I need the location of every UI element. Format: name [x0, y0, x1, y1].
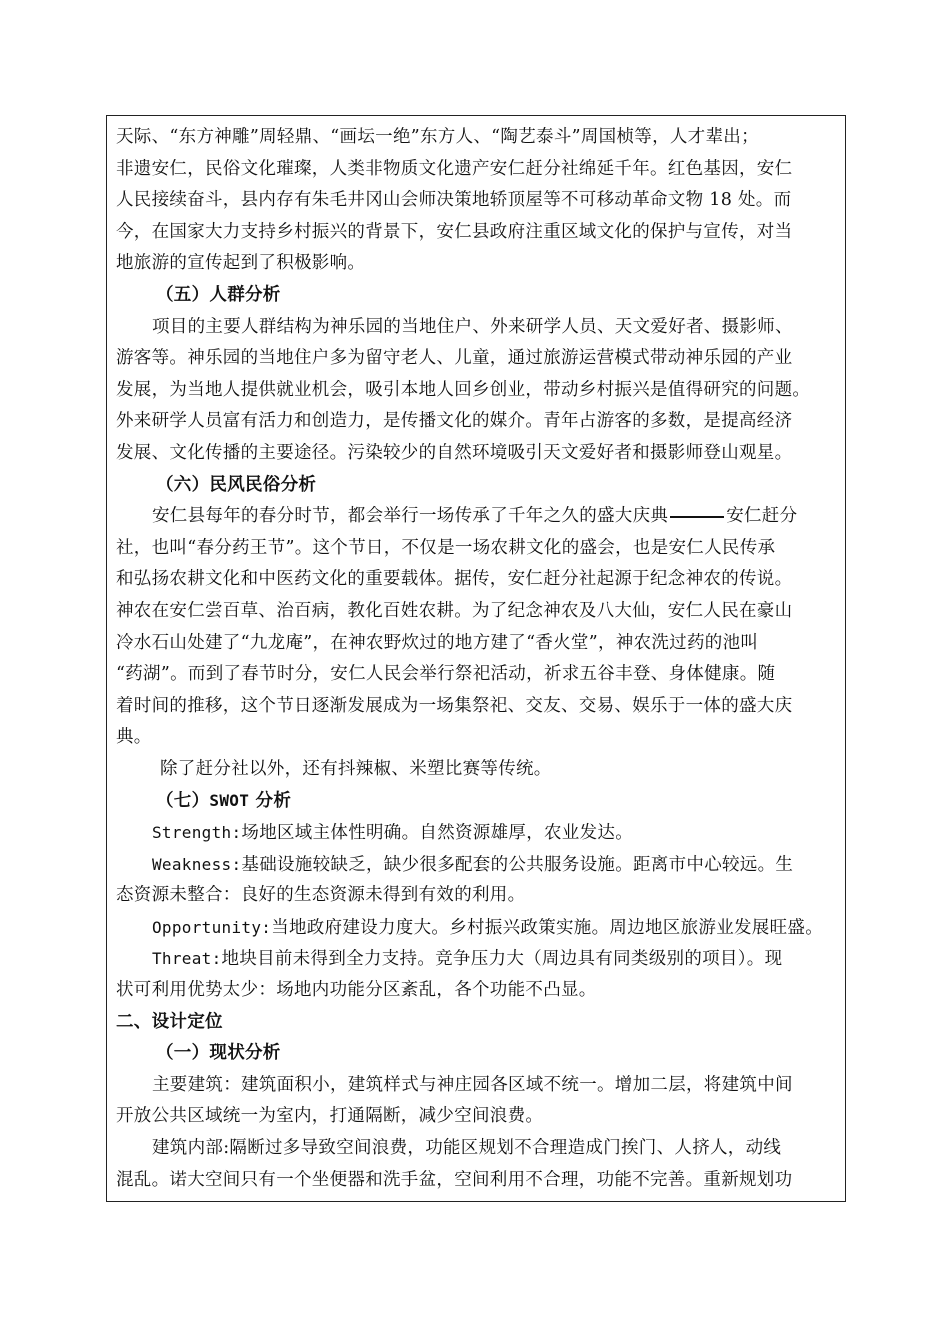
paragraph-line: 人民接续奋斗，县内存有朱毛井冈山会师决策地轿顶屋等不可移动革命文物 18 处。而	[116, 190, 792, 211]
paragraph-line: 典。	[116, 727, 152, 748]
paragraph-line: 非遗安仁，民俗文化璀璨，人类非物质文化遗产安仁赶分社绵延千年。红色基因，安仁	[116, 158, 793, 179]
paragraph-line: 态资源未整合：良好的生态资源未得到有效的利用。	[116, 885, 526, 906]
swot-label: Opportunity:	[152, 917, 272, 937]
swot-text: 场地区域主体性明确。自然资源雄厚，农业发达。	[241, 823, 634, 844]
heading-part: SWOT	[209, 791, 250, 811]
swot-weakness	[116, 849, 840, 881]
paragraph-line: 社，也叫“春分药王节”。这个节日，不仅是一场农耕文化的盛会，也是安仁人民传承	[116, 537, 776, 558]
swot-strength	[116, 817, 840, 849]
heading-part: 分析	[249, 791, 292, 812]
paragraph-line: 外来研学人员富有活力和创造力，是传播文化的媒介。青年占游客的多数，是提高经济	[116, 411, 793, 432]
paragraph-line	[116, 501, 840, 533]
paragraph-line: 发展、文化传播的主要途径。污染较少的自然环境吸引天文爱好者和摄影师登山观星。	[116, 442, 793, 463]
section-heading-current: （一）现状分析	[156, 1043, 281, 1064]
document-body	[116, 122, 840, 1196]
swot-text: 地块目前未得到全力支持。竞争压力大（周边具有同类级别的项目）。现	[221, 949, 783, 970]
section-heading-crowd: （五）人群分析	[156, 284, 281, 305]
chapter-heading-design: 二、设计定位	[116, 1011, 223, 1032]
text-span: 安仁县每年的春分时节，都会举行一场传承了千年之久的盛大庆典	[152, 506, 669, 527]
paragraph-line: 混乱。诺大空间只有一个坐便器和洗手盆，空间利用不合理，功能不完善。重新规划功	[116, 1169, 793, 1190]
swot-label: Strength:	[152, 823, 242, 843]
heading-part: （七）	[156, 791, 210, 812]
paragraph-line: 和弘扬农耕文化和中医药文化的重要载体。据传，安仁赶分社起源于纪念神农的传说。	[116, 569, 793, 590]
paragraph-line: 状可利用优势太少：场地内功能分区紊乱，各个功能不凸显。	[116, 980, 597, 1001]
swot-label: Threat:	[152, 949, 222, 969]
paragraph-line: 天际、“东方神雕”周轻鼎、“画坛一绝”东方人、“陶艺泰斗”周国桢等，人才辈出；	[116, 127, 759, 147]
text-span: 安仁赶分	[726, 506, 798, 527]
paragraph-line: 发展，为当地人提供就业机会，吸引本地人回乡创业，带动乡村振兴是值得研究的问题。	[116, 379, 811, 400]
paragraph-line: 着时间的推移，这个节日逐渐发展成为一场集祭祀、交友、交易、娱乐于一体的盛大庆	[116, 695, 793, 716]
paragraph-line: 主要建筑：建筑面积小，建筑样式与神庄园各区域不统一。增加二层，将建筑中间	[152, 1074, 793, 1095]
swot-opportunity	[116, 912, 840, 944]
paragraph-line: “药湖”。而到了春节时分，安仁人民会举行祭祀活动，祈求五谷丰登、身体健康。随	[116, 664, 776, 685]
swot-text: 当地政府建设力度大。乡村振兴政策实施。周边地区旅游业发展旺盛。	[271, 917, 824, 938]
paragraph-line: 建筑内部:隔断过多导致空间浪费，功能区规划不合理造成门挨门、人挤人，动线	[152, 1138, 782, 1158]
section-heading-swot	[116, 785, 840, 817]
swot-text: 基础设施较缺乏，缺少很多配套的公共服务设施。距离市中心较远。生	[241, 854, 794, 875]
paragraph-line: 除了赶分社以外，还有抖辣椒、米塑比赛等传统。	[160, 758, 552, 779]
paragraph-line: 神农在安仁尝百草、治百病，教化百姓农耕。为了纪念神农及八大仙，安仁人民在豪山	[116, 600, 793, 621]
paragraph-line: 项目的主要人群结构为神乐园的当地住户、外来研学人员、天文爱好者、摄影师、	[152, 316, 793, 337]
paragraph-line: 今，在国家大力支持乡村振兴的背景下，安仁县政府注重区域文化的保护与宣传，对当	[116, 221, 793, 242]
paragraph-line: 游客等。神乐园的当地住户多为留守老人、儿童，通过旅游运营模式带动神乐园的产业	[116, 348, 793, 369]
paragraph-line: 冷水石山处建了“九龙庵”，在神农野炊过的地方建了“香火堂”，神农洗过药的池叫	[116, 632, 759, 653]
paragraph-line: 地旅游的宣传起到了积极影响。	[116, 253, 366, 274]
section-heading-customs: （六）民风民俗分析	[156, 474, 317, 495]
em-dash	[670, 516, 724, 518]
swot-label: Weakness:	[152, 854, 242, 874]
swot-threat	[116, 943, 840, 975]
paragraph-line: 开放公共区域统一为室内，打通隔断，减少空间浪费。	[116, 1106, 544, 1127]
